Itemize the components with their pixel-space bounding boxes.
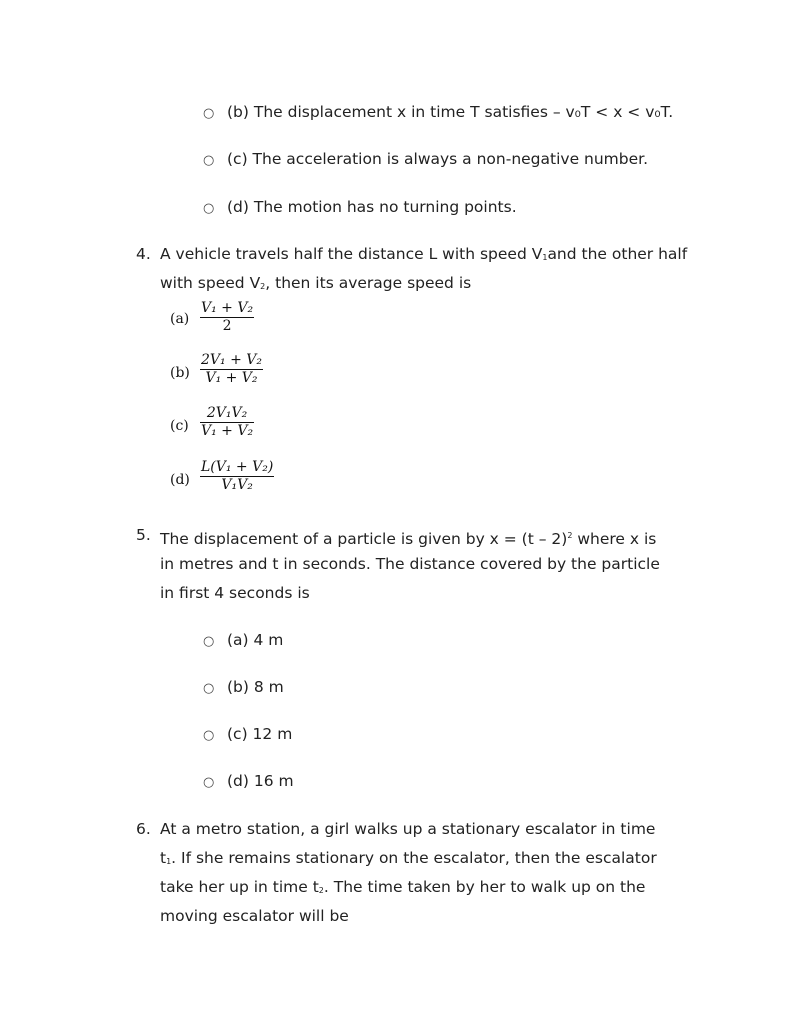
bullet-icon: ○: [203, 106, 215, 121]
q3-option-b-text: (b) The displacement x in time T satisfies – v₀T < x < v₀T.: [227, 103, 674, 121]
fraction: [200, 300, 254, 335]
option-label: (b): [170, 365, 190, 381]
q5-option-c: [203, 724, 292, 746]
q3-option-d-text: (d) The motion has no turning points.: [227, 198, 517, 216]
question-6-line-3: take her up in time $t_2$. The time taken by her to walk up on the: [160, 878, 646, 896]
numerator: 2V₁V₂: [206, 405, 248, 421]
question-4-line-2: with speed $V_2$, then its average speed is: [160, 274, 472, 292]
question-4-line-1: A vehicle travels half the distance L with speed $V_1and$ the other half: [160, 245, 688, 263]
q5-option-b: [203, 677, 284, 699]
option-label: (c): [170, 418, 189, 434]
q3-option-b: [203, 102, 673, 124]
q5-option-a: [203, 630, 283, 652]
q5-option-a-text: (a) 4 m: [227, 631, 284, 649]
denominator: V₁ + V₂: [201, 423, 254, 439]
denominator: 2: [222, 318, 232, 334]
question-5-line-1: The displacement of a particle is given by x = (t – 2)$^2$ where x is: [160, 530, 657, 548]
bullet-icon: ○: [203, 681, 215, 696]
q5-option-d: [203, 771, 294, 793]
numerator: L(V₁ + V₂): [201, 459, 274, 475]
question-6-line-1: At a metro station, a girl walks up a stationary escalator in time: [160, 820, 656, 838]
denominator: V₁V₂: [221, 477, 253, 493]
fraction: [200, 459, 274, 494]
denominator: V₁ + V₂: [205, 370, 258, 386]
numerator: V₁ + V₂: [201, 300, 254, 316]
bullet-icon: ○: [203, 634, 215, 649]
option-label: (a): [170, 311, 190, 327]
question-5-line-2: in metres and t in seconds. The distance covered by the particle: [160, 555, 660, 573]
question-6-line-2: $t_1$. If she remains stationary on the escalator, then the escalator: [160, 849, 657, 867]
q3-option-c: [203, 149, 648, 171]
question-number: 6.: [136, 820, 151, 838]
q3-option-c-text: (c) The acceleration is always a non-negative number.: [227, 150, 649, 168]
question-number: 5.: [136, 526, 151, 544]
q3-option-d: [203, 197, 517, 219]
q5-option-d-text: (d) 16 m: [227, 772, 294, 790]
fraction: [200, 352, 263, 387]
bullet-icon: ○: [203, 728, 215, 743]
fraction: [200, 405, 254, 440]
question-5-line-3: in first 4 seconds is: [160, 584, 310, 602]
bullet-icon: ○: [203, 153, 215, 168]
bullet-icon: ○: [203, 201, 215, 216]
question-6-line-4: moving escalator will be: [160, 907, 349, 925]
numerator: 2V₁ + V₂: [201, 352, 262, 368]
option-label: (d): [170, 472, 190, 488]
bullet-icon: ○: [203, 775, 215, 790]
question-number: 4.: [136, 245, 151, 263]
q5-option-c-text: (c) 12 m: [227, 725, 293, 743]
q5-option-b-text: (b) 8 m: [227, 678, 284, 696]
